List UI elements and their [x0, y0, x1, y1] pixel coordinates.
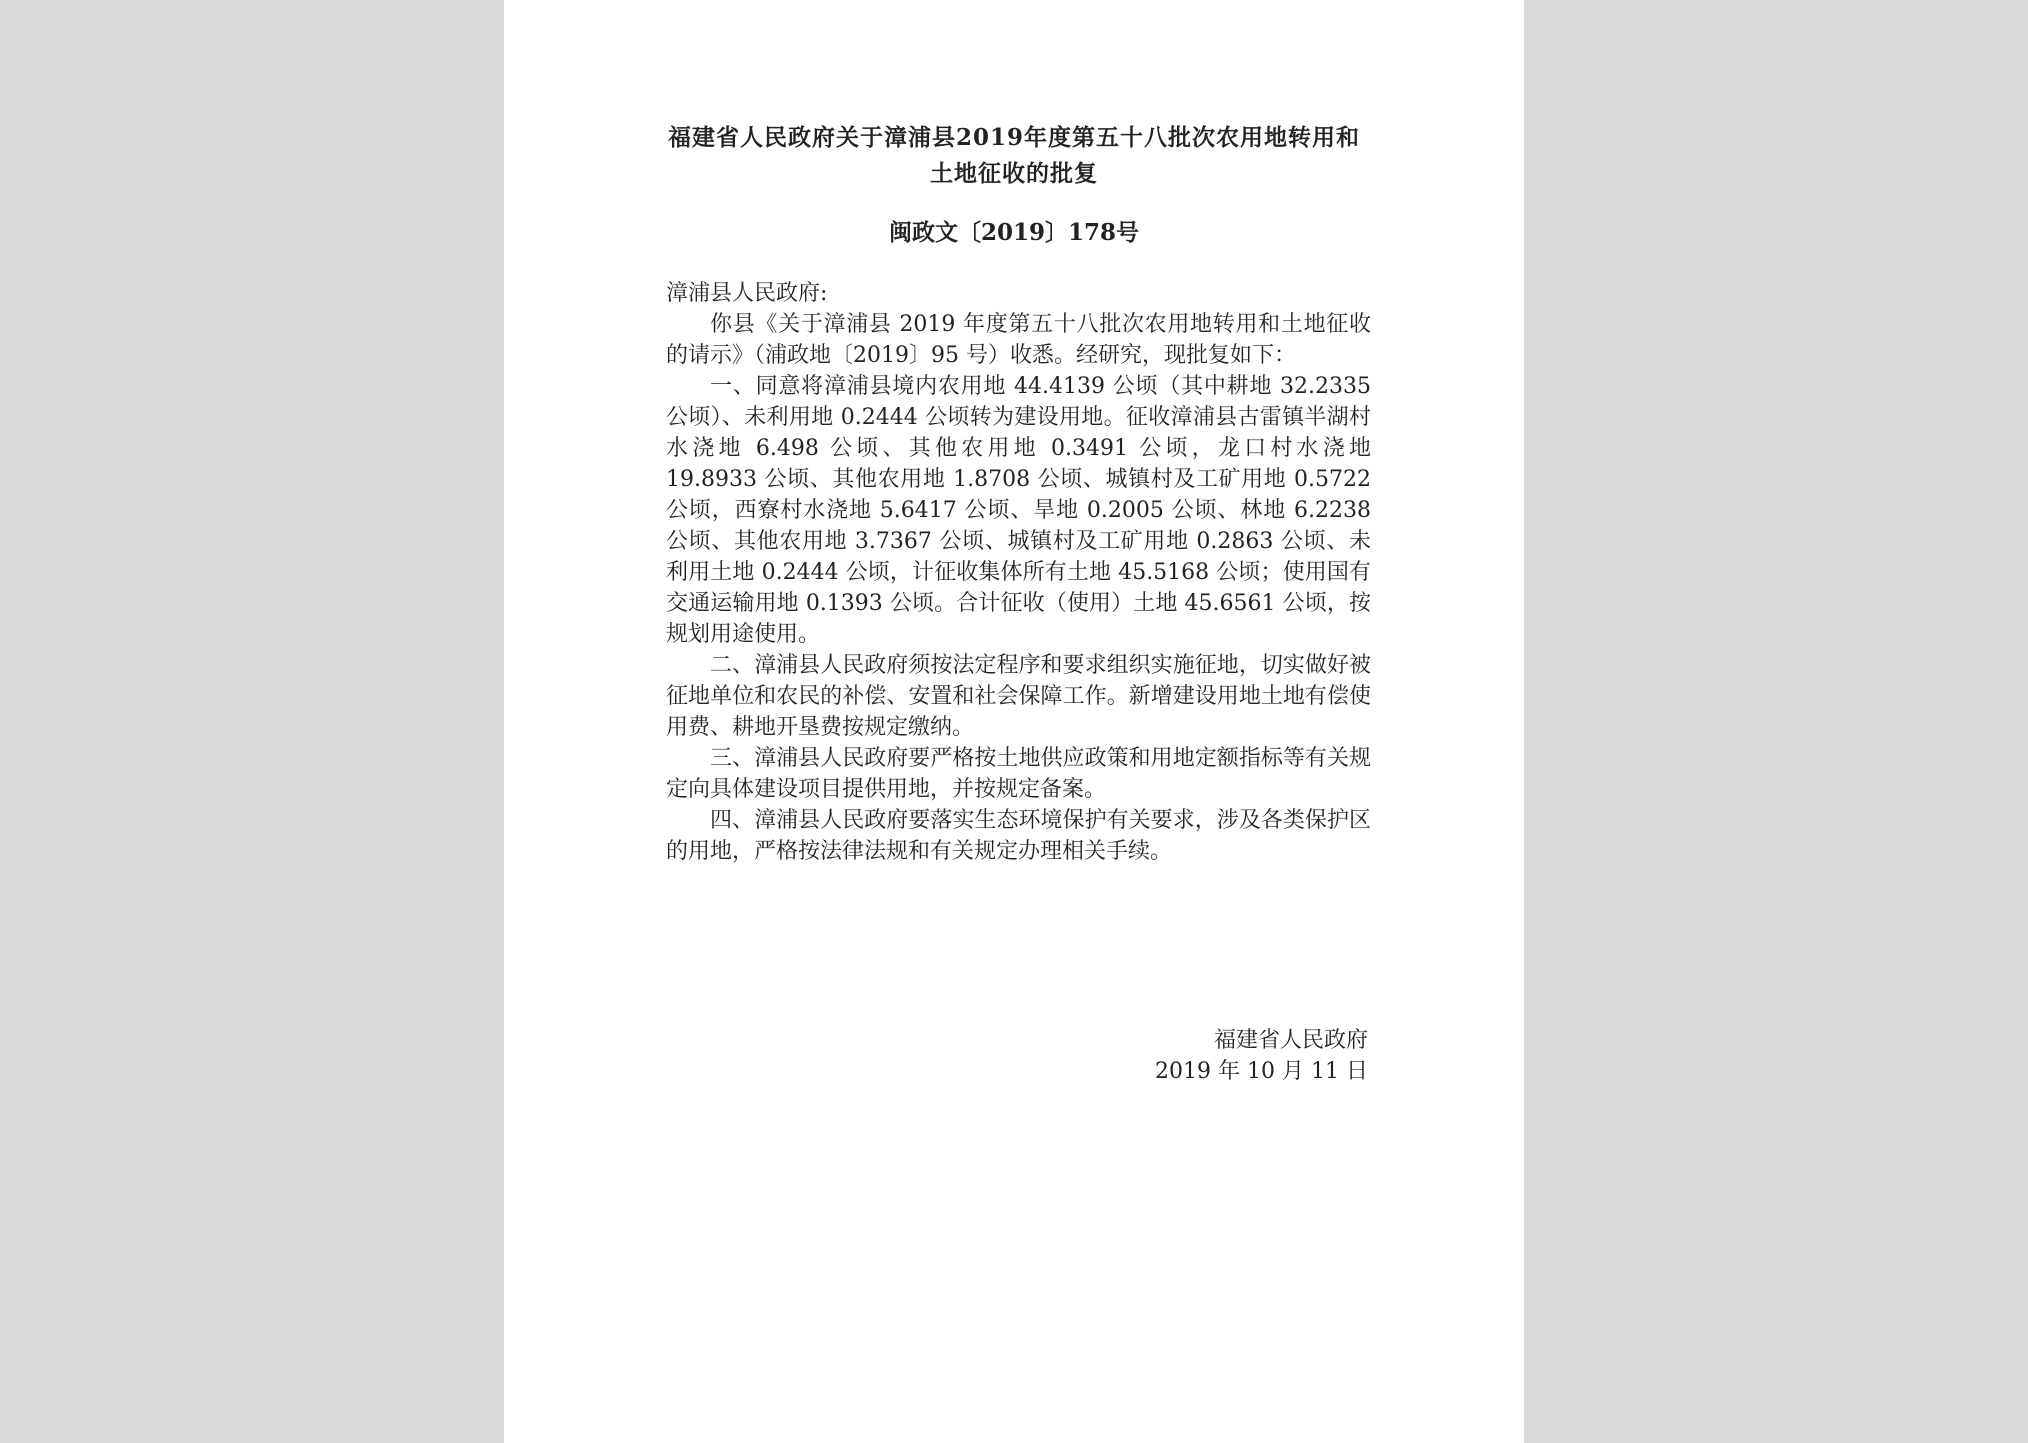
- document-number: 闽政文〔2019〕178号: [888, 219, 1140, 246]
- document-title-line-1: 福建省人民政府关于漳浦县2019年度第五十八批次农用地转用和: [667, 124, 1360, 151]
- paragraph-item-1: 一、同意将漳浦县境内农用地 44.4139 公顷（其中耕地 32.2335 公顷）、未利用地 0.2444 公顷转为建设用地。征收漳浦县古雷镇半湖村水浇地 6.498 公顷、其他农用地 0.3491 公顷，龙口村水浇地 19.8933 公顷、其他农用地 1.8708 公顷、城镇村及工矿用地 0.5722 公顷，西寮村水浇地 5.6417 公顷、旱地 0.2005 公顷、林地 6.2238 公顷、其他农用地 3.7367 公顷、城镇村及工矿用地 0.2863 公顷、未利用土地 0.2444 公顷，计征收集体所有土地 45.5168 公顷；使用国有交通运输用地 0.1393 公顷。合计征收（使用）土地 45.6561 公顷，按规划用途使用。: [666, 374, 1371, 647]
- signature-issuer: 福建省人民政府: [1213, 1028, 1368, 1053]
- paragraph-item-4: 四、漳浦县人民政府要落实生态环境保护有关要求，涉及各类保护区的用地，严格按法律法规和有关规定办理相关手续。: [666, 808, 1371, 864]
- document-body: [666, 278, 1371, 867]
- signature-block: [1155, 1025, 1368, 1087]
- signature-date: 2019 年 10 月 11 日: [1155, 1059, 1368, 1084]
- document-page: [504, 0, 1524, 1443]
- document-title: [504, 120, 1524, 192]
- document-title-line-2: 土地征收的批复: [930, 160, 1098, 187]
- addressee: 漳浦县人民政府:: [666, 281, 828, 306]
- paragraph-item-3: 三、漳浦县人民政府要严格按土地供应政策和用地定额指标等有关规定向具体建设项目提供用地，并按规定备案。: [666, 746, 1371, 802]
- paragraph-intro: 你县《关于漳浦县 2019 年度第五十八批次农用地转用和土地征收的请示》（浦政地〔2019〕95 号）收悉。经研究，现批复如下：: [666, 312, 1371, 368]
- paragraph-item-2: 二、漳浦县人民政府须按法定程序和要求组织实施征地，切实做好被征地单位和农民的补偿、安置和社会保障工作。新增建设用地土地有偿使用费、耕地开垦费按规定缴纳。: [666, 653, 1371, 740]
